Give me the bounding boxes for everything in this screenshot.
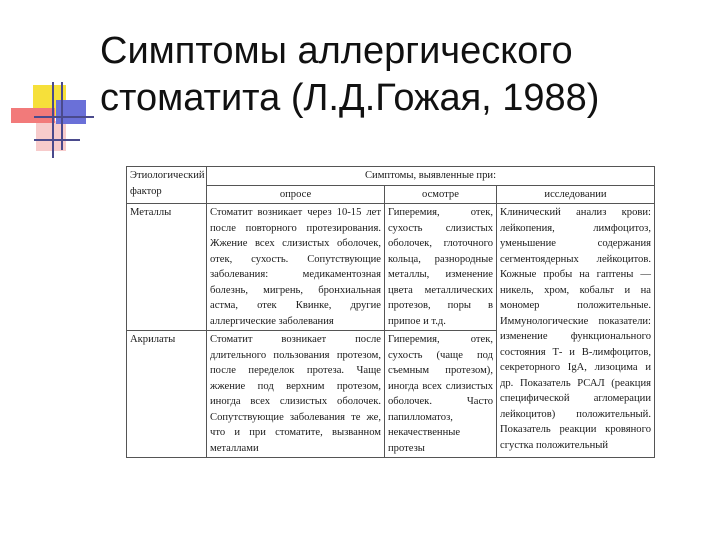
row-survey: Стоматит возникает после длительного пользования протезом, после переделок протеза. Чаще жжение под верхним протезом, иногда всех слизистых оболочек. Сопутствующие заболевания те же, что и при стоматите, вызванном металлами [207, 331, 385, 458]
decor-line [52, 82, 54, 158]
slide-title-line-1: Симптомы аллергического [100, 30, 573, 72]
row-exam: Гиперемия, отек, сухость слизистых оболочек, глоточного кольца, разнородные металлы, изменение цвета металлических протезов, поры в припое и т.д. [385, 204, 497, 331]
header-survey: опросе [207, 185, 385, 204]
row-factor: Акрилаты [127, 331, 207, 458]
row-exam: Гиперемия, отек, сухость (чаще под съемным протезом), иногда всех слизистых оболочек. Часто папилломатоз, некачественные протезы [385, 331, 497, 458]
symptoms-table [126, 166, 655, 458]
row-survey: Стоматит возникает через 10-15 лет после повторного протезирования. Жжение всех слизистых оболочек, отек, сухость. Сопутствующие заболевания: медикаментозная болезнь, мигрень, бронхиальная астма, отек Квинке, другие аллергические заболевания [207, 204, 385, 331]
header-research: исследовании [497, 185, 655, 204]
row-research: Клинический анализ крови: лейкопения, лимфоцитоз, уменьшение содержания сегментоядерных лейкоцитов. Кожные пробы на гаптены — никель, хром, кобальт и на мономер положительные. Иммунологические показатели: изменение функционального состояния Т- и В-лимфоцитов, секреторного IgA, лизоцима и др. Показатель РСАЛ (реакция специфической агломерации лейкоцитов) положительный. Показатель реакции кровяного сгустка положительный [497, 204, 655, 458]
decor-line [34, 116, 94, 118]
decor-line [34, 139, 80, 141]
slide-title-line-2: стоматита (Л.Д.Гожая, 1988) [100, 77, 600, 119]
table-row [127, 204, 655, 331]
header-exam: осмотре [385, 185, 497, 204]
table-header-row [127, 167, 655, 186]
header-etiology: Этиологический фактор [127, 167, 207, 204]
table-subheader-row [127, 185, 655, 204]
row-factor: Металлы [127, 204, 207, 331]
header-symptoms: Симптомы, выявленные при: [207, 167, 655, 186]
slide-title [100, 28, 710, 122]
